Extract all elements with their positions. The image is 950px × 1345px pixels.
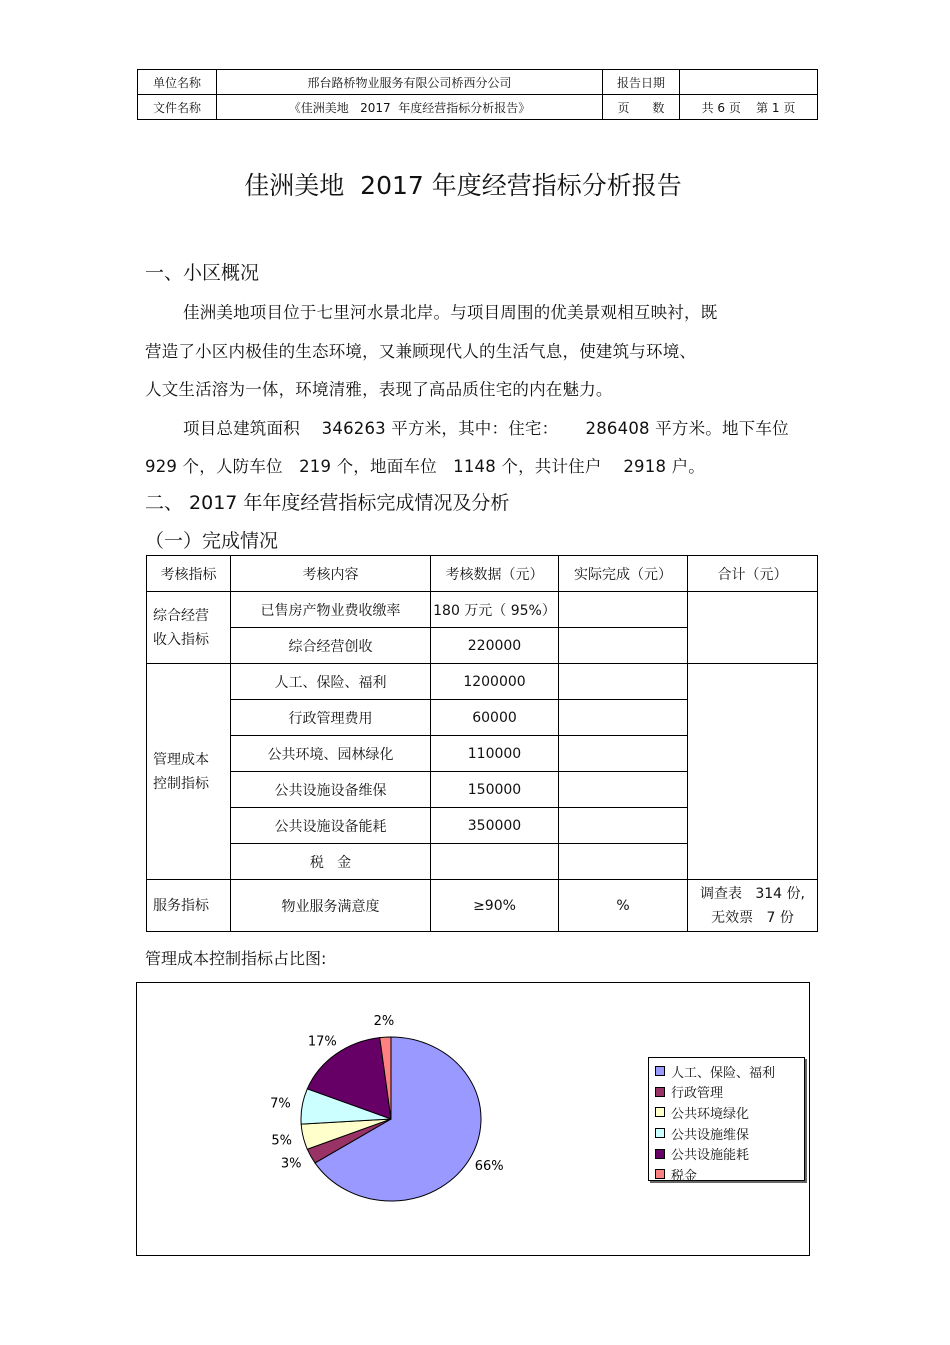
legend-swatch — [655, 1128, 665, 1138]
data-cell: 150000 — [431, 772, 559, 808]
data-cell: 1200000 — [431, 664, 559, 700]
page-title: 佳洲美地 2017 年度经营指标分析报告 — [244, 171, 682, 200]
actual-cell: % — [559, 880, 688, 932]
data-cell: 180 万元（ 95%） — [431, 592, 559, 628]
header-table — [137, 69, 818, 120]
data-cell: 110000 — [431, 736, 559, 772]
content-cell: 综合经营创收 — [231, 628, 431, 664]
data-cell: 220000 — [431, 628, 559, 664]
content-cell: 公共设施设备能耗 — [231, 808, 431, 844]
legend-label: 公共设施能耗 — [671, 1148, 750, 1164]
column-header: 考核指标 — [147, 556, 231, 592]
data-cell — [431, 844, 559, 880]
legend-label: 公共设施维保 — [671, 1127, 750, 1143]
slice-label: 3% — [280, 1156, 302, 1172]
actual-cell — [559, 700, 688, 736]
file-value: 《佳洲美地 2017 年度经营指标分析报告》 — [217, 95, 603, 120]
data-cell: 60000 — [431, 700, 559, 736]
slice-label: 17% — [307, 1034, 337, 1050]
invalid-count: 无效票 7 份 — [711, 909, 794, 926]
legend-swatch — [655, 1087, 665, 1097]
file-label: 文件名称 — [138, 95, 217, 120]
legend-swatch — [655, 1107, 665, 1117]
actual-cell — [559, 772, 688, 808]
slice-label: 5% — [271, 1133, 293, 1149]
legend-swatch — [655, 1066, 665, 1076]
column-header: 考核内容 — [231, 556, 431, 592]
legend-item — [649, 1102, 804, 1123]
overview-line: 人文生活溶为一体，环境清雅，表现了高品质住宅的内在魅力。 — [145, 380, 613, 399]
table-row — [147, 880, 818, 932]
total-cell — [688, 880, 818, 932]
legend-label: 人工、保险、福利 — [671, 1065, 776, 1081]
slice-label: 2% — [373, 1014, 395, 1030]
date-value — [680, 70, 818, 95]
overview-line: 营造了小区内极佳的生态环境，又兼顾现代人的生活气息，使建筑与环境、 — [145, 342, 697, 361]
survey-count: 调查表 314 份, — [700, 885, 805, 902]
content-cell: 公共设施设备维保 — [231, 772, 431, 808]
group-label-cost: 管理成本控制指标 — [147, 664, 231, 880]
legend-item — [649, 1123, 804, 1144]
column-header: 考核数据（元） — [431, 556, 559, 592]
area-line: 项目总建筑面积 346263 平方米，其中：住宅： 286408 平方米。地下车位 — [183, 419, 789, 438]
content-cell: 人工、保险、福利 — [231, 664, 431, 700]
total-cell — [688, 664, 818, 880]
legend-swatch — [655, 1169, 665, 1179]
legend-item — [649, 1164, 804, 1185]
content-cell: 已售房产物业费收缴率 — [231, 592, 431, 628]
legend-item — [649, 1143, 804, 1164]
content-cell: 税 金 — [231, 844, 431, 880]
overview-line: 佳洲美地项目位于七里河水景北岸。与项目周围的优美景观相互映衬，既 — [183, 303, 718, 322]
legend-item — [649, 1082, 804, 1103]
header-row — [138, 70, 818, 95]
group-label-income: 综合经营收入指标 — [147, 592, 231, 664]
content-cell: 行政管理费用 — [231, 700, 431, 736]
table-header-row — [147, 556, 818, 592]
legend-swatch — [655, 1149, 665, 1159]
group-label-service: 服务指标 — [147, 880, 231, 932]
parking-line: 929 个，人防车位 219 个，地面车位 1148 个，共计住户 2918 户。 — [145, 457, 705, 476]
actual-cell — [559, 736, 688, 772]
pages-label: 页 数 — [603, 95, 680, 120]
section1-heading: 一、小区概况 — [145, 262, 260, 284]
pages-value: 共 6 页 第 1 页 — [680, 95, 818, 120]
legend-label: 公共环境绿化 — [671, 1106, 750, 1122]
slice-label: 66% — [474, 1159, 504, 1175]
total-cell — [688, 592, 818, 664]
column-header: 合计（元） — [688, 556, 818, 592]
chart-caption: 管理成本控制指标占比图: — [145, 949, 327, 968]
legend-label: 行政管理 — [671, 1086, 724, 1102]
content-cell: 公共环境、园林绿化 — [231, 736, 431, 772]
kpi-table — [146, 555, 818, 932]
actual-cell — [559, 844, 688, 880]
chart-legend — [648, 1057, 805, 1184]
actual-cell — [559, 628, 688, 664]
section2-heading: 二、 2017 年年度经营指标完成情况及分析 — [145, 492, 510, 514]
data-cell: ≥90% — [431, 880, 559, 932]
date-label: 报告日期 — [603, 70, 680, 95]
section2-subheading: （一）完成情况 — [145, 530, 279, 552]
actual-cell — [559, 592, 688, 628]
legend-label: 税金 — [671, 1168, 698, 1184]
actual-cell — [559, 664, 688, 700]
header-row — [138, 95, 818, 120]
unit-label: 单位名称 — [138, 70, 217, 95]
table-row — [147, 664, 818, 700]
unit-value: 邢台路桥物业服务有限公司桥西分公司 — [217, 70, 603, 95]
column-header: 实际完成（元） — [559, 556, 688, 592]
actual-cell — [559, 808, 688, 844]
legend-item — [649, 1061, 804, 1082]
data-cell: 350000 — [431, 808, 559, 844]
slice-label: 7% — [270, 1096, 291, 1112]
table-row — [147, 592, 818, 628]
content-cell: 物业服务满意度 — [231, 880, 431, 932]
